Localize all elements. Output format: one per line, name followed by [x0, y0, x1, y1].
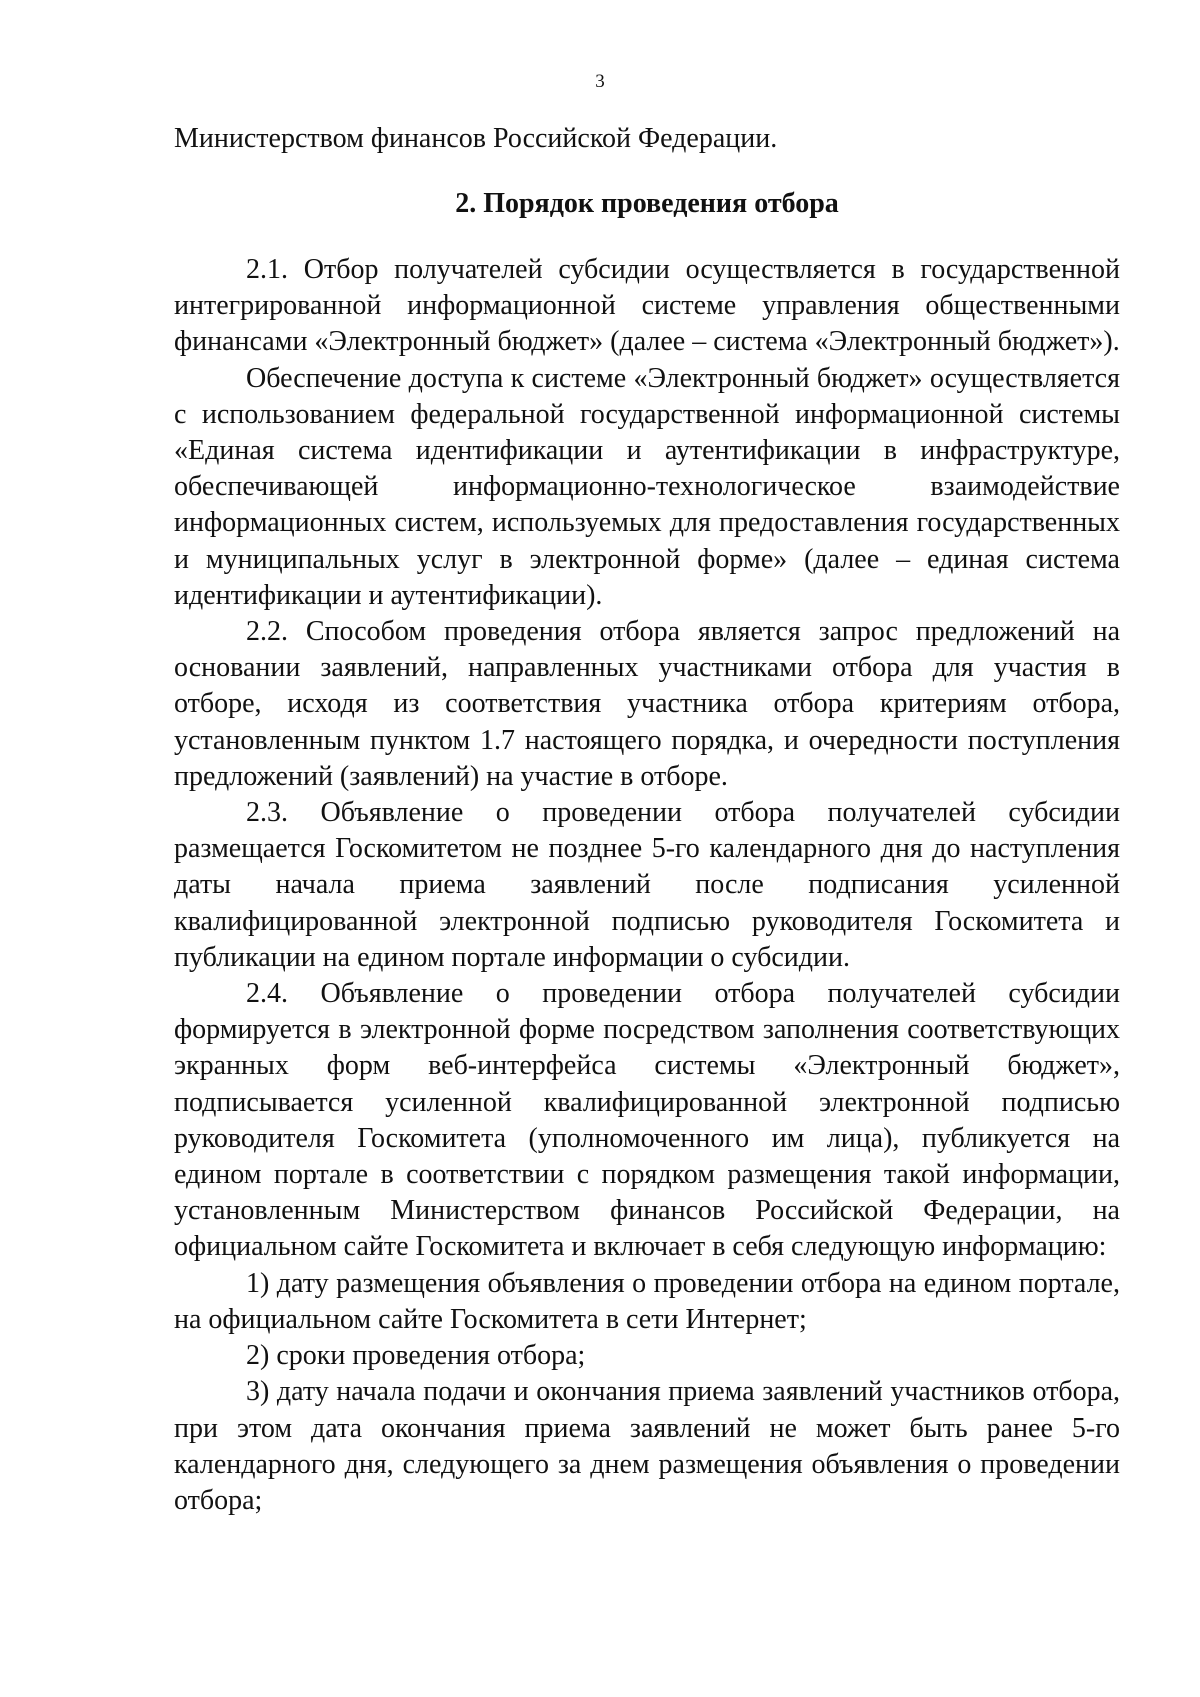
- continuation-line: Министерством финансов Российской Федерации.: [174, 123, 778, 154]
- list-item-2: 2) сроки проведения отбора;: [246, 1340, 586, 1372]
- page-number: 3: [595, 71, 605, 92]
- paragraph-2-1: 2.1. Отбор получателей субсидии осуществляется в государственной интегрированной информационной системе управления общественными финансами «Электронный бюджет» (далее – система «Электронный бюджет»).: [174, 254, 1120, 358]
- paragraph-2-4: 2.4. Объявление о проведении отбора получателей субсидии формируется в электронной форме посредством заполнения соответствующих экранных форм веб-интерфейса системы «Электронный бюджет», подписывается усиленной квалифицированной электронной подписью руководителя Госкомитета (уполномоченного им лица), публикуется на едином портале в соответствии с порядком размещения такой информации, установленным Министерством финансов Российской Федерации, на официальном сайте Госкомитета и включает в себя следующую информацию:: [174, 978, 1120, 1263]
- paragraph-2-2: 2.2. Способом проведения отбора является запрос предложений на основании заявлений, направленных участниками отбора для участия в отборе, исходя из соответствия участника отбора критериям отбора, установленным пунктом 1.7 настоящего порядка, и очередности поступления предложений (заявлений) на участие в отборе.: [174, 616, 1120, 792]
- section-heading: 2. Порядок проведения отбора: [455, 188, 839, 219]
- list-item-3: 3) дату начала подачи и окончания приема заявлений участников отбора, при этом дата окончания приема заявлений не может быть ранее 5-го календарного дня, следующего за днем размещения объявления о проведении отбора;: [174, 1376, 1120, 1516]
- paragraph-access: Обеспечение доступа к системе «Электронный бюджет» осуществляется с использованием федеральной государственной информационной системы «Единая система идентификации и аутентификации в инфраструктуре, обеспечивающей информационно-технологическое взаимодействие информационных систем, используемых для предоставления государственных и муниципальных услуг в электронной форме» (далее – единая система идентификации и аутентификации).: [174, 362, 1120, 611]
- paragraph-2-3: 2.3. Объявление о проведении отбора получателей субсидии размещается Госкомитетом не позднее 5-го календарного дня до наступления даты начала приема заявлений после подписания усиленной квалифицированной электронной подписью руководителя Госкомитета и публикации на едином портале информации о субсидии.: [174, 797, 1120, 973]
- list-item-1: 1) дату размещения объявления о проведении отбора на едином портале, на официальном сайте Госкомитета в сети Интернет;: [174, 1267, 1120, 1335]
- body-text: [174, 252, 1120, 1519]
